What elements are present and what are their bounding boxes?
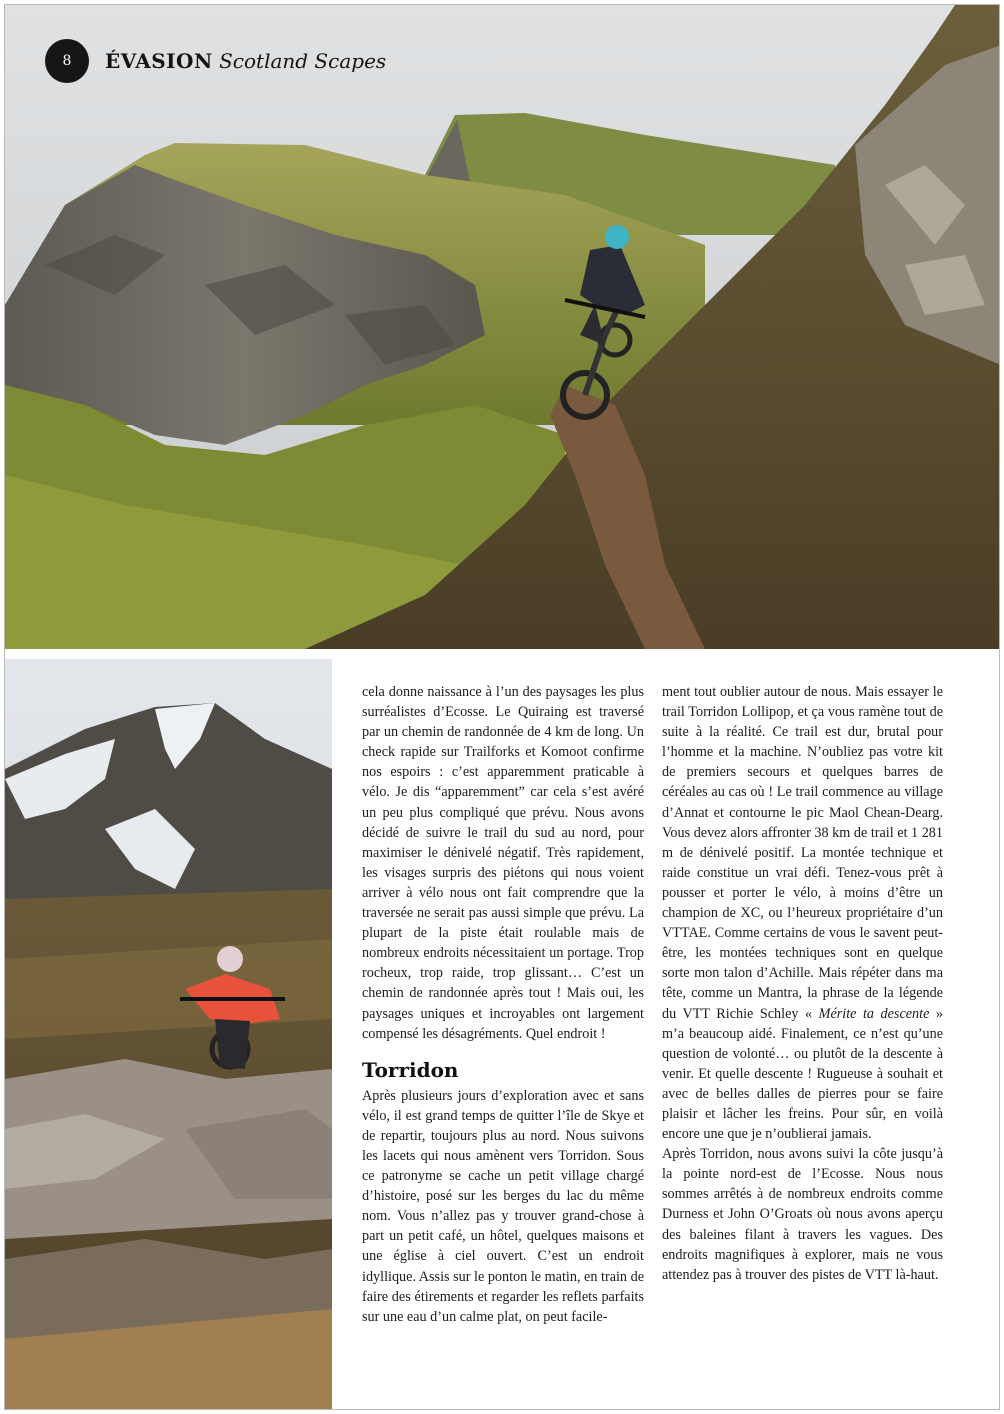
section-heading-torridon: Torridon — [362, 1057, 459, 1082]
paragraph-part: ment tout oublier autour de nous. Mais essayer le trail Torridon Lollipop, et ça vous ramène tout de suite à la réalité. Ce trail est dur, brutal pour l’homme et la machine. N’oubliez pas votre kit de premiers secours et quelques barres de céréales au cas où ! Le trail commence au village d’Annat et contourne le pic Maol Chean-Dearg. Vous devez alors affronter 38 km de trail et 1 281 m de dénivelé positif. La montée technique et raide constitue un vrai défi. Tenez-vous prêt à pousser et porter le vélo, à moins d’être un champion de XC, ou l’heureux propriétaire d’un VTTAE. Comme certains de vous le savent peut-être, les montées techniques sont en quelque sorte mon talon d’Achille. Mais répéter dans ma tête, comme un Mantra, la phrase de la légende du VTT Richie Schley « — [662, 684, 943, 1022]
article-paragraph — [662, 682, 943, 1144]
section-subtitle: Scotland Scapes — [219, 49, 387, 73]
photo-mountain-biker-quiraing — [5, 5, 1000, 649]
richie-schley-quote: Mérite ta descente — [818, 1005, 930, 1022]
article-column-2 — [662, 682, 943, 1285]
article-paragraph: Après plusieurs jours d’exploration avec et sans vélo, il est grand temps de quitter l’île de Skye et de repartir, toujours plus au nord. Nous suivons les lacets qui nous amènent vers Torridon. Sous ce patronyme se cache un petit village chargé d’histoire, posé sur les berges du lac du même nom. Vous n’allez pas y trouver grand-chose à part un petit café, un hôtel, quelques maisons et une église à ciel ouvert. C’est un endroit idyllique. Assis sur le ponton le matin, en train de faire des étirements et regarder les reflets parfaits sur une eau d’un calme plat, on peut facile- — [362, 1087, 644, 1325]
photo-rider-orange-jacket — [5, 659, 332, 1410]
page-number-badge: 8 — [45, 39, 89, 83]
hero-photo — [5, 5, 1000, 649]
article-paragraph: cela donne naissance à l’un des paysages les plus surréalistes d’Ecosse. Le Quiraing est traversé par un chemin de randonnée de 4 km de long. Un check rapide sur Trailforks et Komoot confirme nos espoirs : c’est apparemment praticable à vélo. Je dis “apparemment” car cela s’est avéré un peu plus compliqué que prévu. Nous avons décidé de suivre le trail du sud au nord, pour maximiser le dénivelé négatif. Très rapidement, les visages surpris des piétons qui nous voient arriver à vélo nous ont fait comprendre que la traversée ne serait pas aussi simple que prévu. La plupart de la piste était roulable mais de nombreux endroits nécessitaient un portage. Trop rocheux, trop raide, trop glissant… C’est un chemin de randonnée après tout ! Mais oui, les paysages uniques et incroyables ont largement compensé les désagréments. Quel endroit ! — [362, 684, 644, 1042]
section-header — [105, 49, 386, 73]
secondary-photo — [5, 659, 332, 1410]
article-paragraph: Après Torridon, nous avons suivi la côte jusqu’à la pointe nord-est de l’Ecosse. Nous nous sommes arrêtés à de nombreux endroits comme Durness et John O’Groats où nous avons aperçu des baleines filant à travers les vagues. Des endroits magnifiques à explorer, mais ne vous attendez pas à trouver des pistes de VTT là-haut. — [662, 1146, 943, 1283]
magazine-page — [4, 4, 1000, 1410]
article-column-1 — [362, 682, 644, 1327]
section-name: ÉVASION — [105, 49, 213, 73]
paragraph-part: » m’a beaucoup aidé. Finalement, ce n’est qu’une question de volonté… ou plutôt de la descente à venir. Et quelle descente ! Rugueuse à souhait et avec de belles dalles de pierres pour se faire plaisir et lâcher les freins. Pour sûr, en voilà encore une que je n’oublierai jamais. — [662, 1005, 944, 1143]
